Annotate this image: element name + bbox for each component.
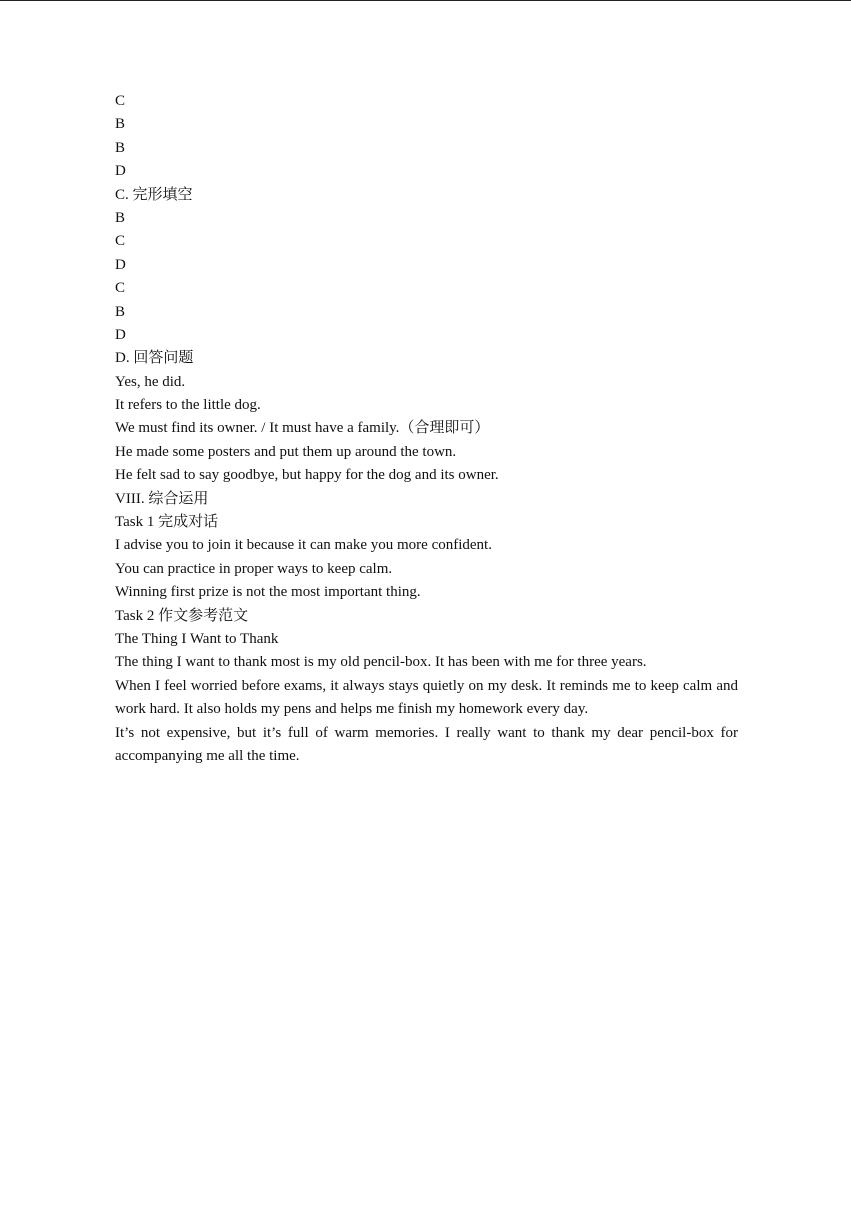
answer-key-content: [115, 90, 738, 768]
answer-line: D: [115, 256, 126, 273]
answer-line: It refers to the little dog.: [115, 397, 261, 414]
answer-line: We must find its owner. / It must have a family.（合理即可）: [115, 420, 490, 437]
task-heading-dialogue: Task 1 完成对话: [115, 514, 219, 531]
answer-line: C: [115, 233, 126, 250]
essay-paragraph: When I feel worried before exams, it always stays quietly on my desk. It reminds me to keep calm and work hard. It also holds my pens and helps me finish my homework every day.: [115, 677, 738, 718]
answer-line: You can practice in proper ways to keep calm.: [115, 560, 393, 577]
task-heading-essay: Task 2 作文参考范文: [115, 607, 249, 624]
answer-line: B: [115, 139, 126, 156]
answer-line: B: [115, 209, 126, 226]
answer-line: Yes, he did.: [115, 373, 186, 390]
answer-line: He made some posters and put them up around the town.: [115, 443, 457, 460]
answer-line: D: [115, 326, 126, 343]
answer-line: B: [115, 116, 126, 133]
essay-title: The Thing I Want to Thank: [115, 630, 279, 647]
answer-line: I advise you to join it because it can make you more confident.: [115, 537, 492, 554]
answer-line: C: [115, 93, 126, 109]
answer-line: D: [115, 163, 126, 180]
section-heading-questions: D. 回答问题: [115, 350, 194, 367]
essay-paragraph: It’s not expensive, but it’s full of warm memories. I really want to thank my dear pencil-box for accompanying me all the time.: [115, 724, 738, 764]
answer-line: B: [115, 303, 126, 320]
essay-paragraph: The thing I want to thank most is my old pencil-box. It has been with me for three years.: [115, 654, 647, 671]
page-top-border: [0, 0, 851, 1]
answer-line: C: [115, 280, 126, 297]
section-heading-cloze: C. 完形填空: [115, 186, 193, 203]
answer-line: Winning first prize is not the most important thing.: [115, 584, 421, 601]
section-heading-comprehensive: VIII. 综合运用: [115, 490, 209, 507]
answer-line: He felt sad to say goodbye, but happy for the dog and its owner.: [115, 467, 499, 484]
